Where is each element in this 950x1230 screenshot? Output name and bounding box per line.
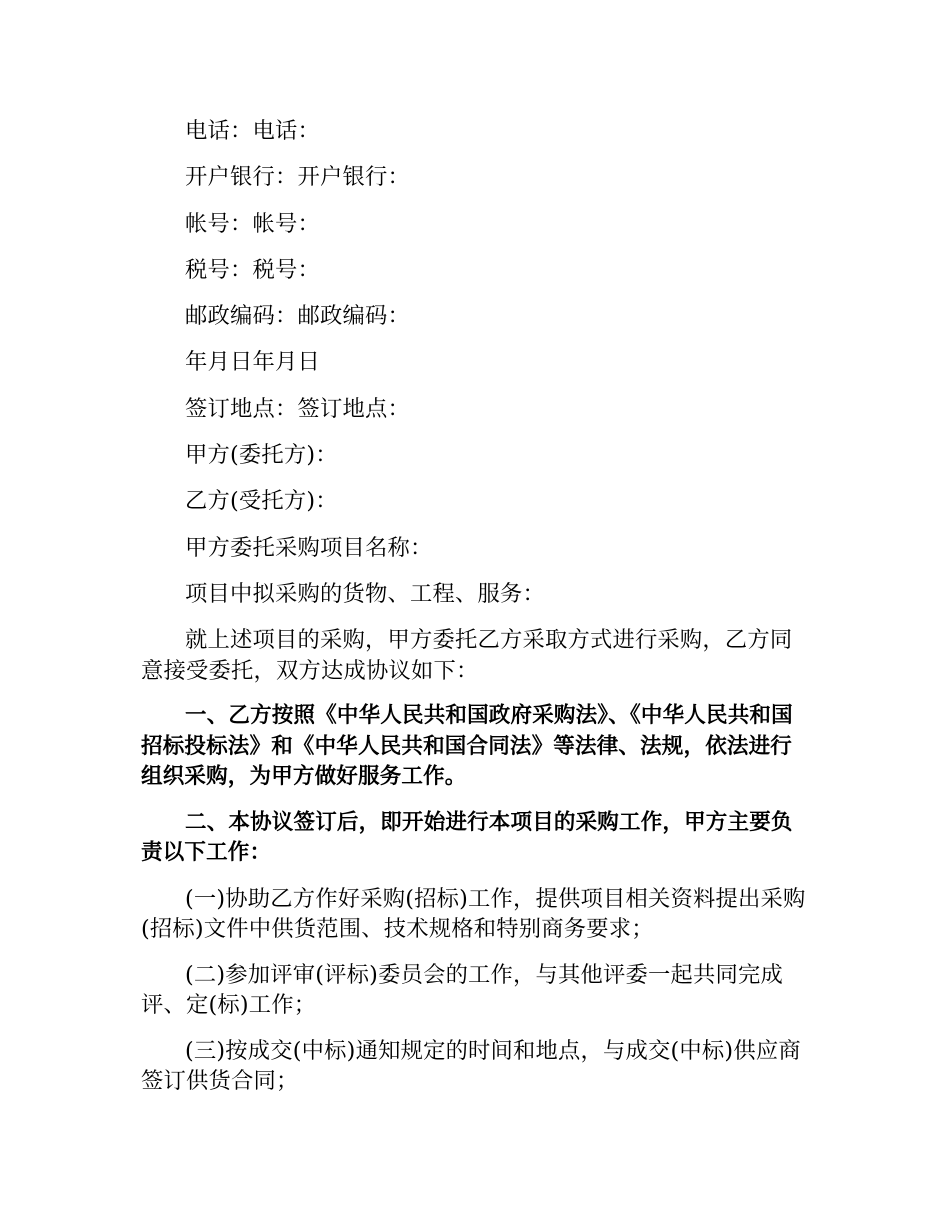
party-b-line: 乙方(受托方)： [185,488,338,515]
document-body [141,108,809,1097]
party-a-line: 甲方(委托方)： [185,442,338,469]
date-line: 年月日年月日 [185,349,320,376]
item-1-paragraph: (一)协助乙方作好采购(招标)工作，提供项目相关资料提出采购(招标)文件中供货范围、技术规格和特别商务要求； [141,885,806,943]
signing-place-line: 签订地点：签订地点： [185,395,410,422]
tax-id-line: 税号：税号： [185,256,320,283]
item-3-paragraph: (三)按成交(中标)通知规定的时间和地点，与成交(中标)供应商签订供货合同； [141,1037,801,1095]
clause-1-paragraph: 一、乙方按照《中华人民共和国政府采购法》、《中华人民共和国招标投标法》和《中华人民共和国合同法》等法律、法规，依法进行组织采购，为甲方做好服务工作。 [141,703,793,790]
bank-line: 开户银行：开户银行： [185,164,410,191]
procurement-items-line: 项目中拟采购的货物、工程、服务： [185,580,545,607]
project-name-line: 甲方委托采购项目名称： [185,534,433,561]
clause-2-paragraph: 二、本协议签订后，即开始进行本项目的采购工作，甲方主要负责以下工作： [141,809,793,866]
item-2-paragraph: (二)参加评审(评标)委员会的工作，与其他评委一起共同完成评、定(标)工作； [141,961,784,1019]
postal-code-line: 邮政编码：邮政编码： [185,303,410,330]
intro-paragraph: 就上述项目的采购，甲方委托乙方采取方式进行采购，乙方同意接受委托，双方达成协议如下： [141,627,793,684]
phone-line: 电话：电话： [185,118,320,144]
account-line: 帐号：帐号： [185,210,320,237]
